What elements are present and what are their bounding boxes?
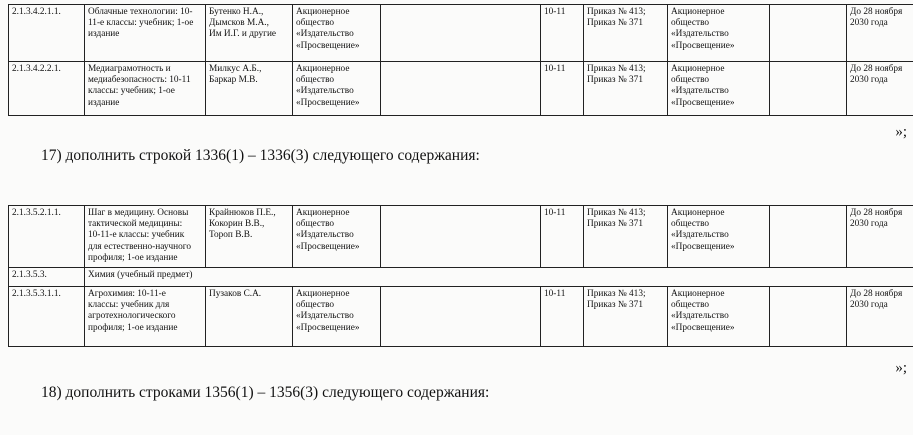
order-line: Приказ № 371	[587, 18, 643, 29]
order-line: Приказ № 371	[587, 219, 643, 230]
textbook-title-line: для естественно-научного	[88, 241, 192, 252]
publisher-line: Акционерное	[296, 289, 350, 299]
order	[584, 287, 668, 347]
empty-cell	[381, 206, 541, 268]
valid-until	[847, 62, 913, 116]
authors-line: Баркар М.В.	[209, 75, 258, 86]
subject-title: Химия (учебный предмет)	[85, 268, 913, 287]
authors	[206, 287, 293, 347]
publisher-line: общество	[296, 300, 335, 311]
textbook-title-line: Агрохимия: 10-11-е	[88, 289, 166, 299]
paragraph-17: 17) дополнить строкой 1336(1) – 1336(3) следующего содержания:	[41, 147, 480, 164]
organization	[668, 62, 770, 116]
organization-line: Акционерное	[671, 208, 725, 218]
textbook-title-line: издание	[88, 97, 120, 108]
textbook-title-line: классы: учебник; 1-ое	[88, 86, 175, 97]
valid-until-line: 2030 года	[850, 300, 888, 311]
empty-cell	[381, 62, 541, 116]
textbook-title-line: издание	[88, 29, 120, 40]
order-line: Приказ № 371	[587, 300, 643, 311]
textbook-title	[85, 287, 206, 347]
empty-cell	[770, 287, 847, 347]
publisher-line: «Издательство	[296, 230, 354, 241]
textbook-title-line: Облачные технологии: 10-	[88, 7, 193, 17]
textbook-title-line: Шаг в медицину. Основы	[88, 208, 189, 218]
grade: 10-11	[541, 287, 584, 347]
authors-line: Милкус А.Б.,	[209, 64, 262, 74]
grade: 10-11	[541, 62, 584, 116]
textbook-title-line: 11-е классы: учебник; 1-ое	[88, 18, 194, 29]
valid-until-line: До 28 ноября	[850, 208, 903, 218]
authors-line: Тороп В.В.	[209, 230, 253, 241]
order-line: Приказ № 371	[587, 75, 643, 86]
publisher-line: Акционерное	[296, 64, 350, 74]
valid-until-line: До 28 ноября	[850, 7, 903, 17]
empty-cell	[770, 62, 847, 116]
closing-quote: »;	[895, 124, 907, 140]
textbook-title-line: классы: учебник для	[88, 300, 170, 311]
valid-until	[847, 206, 913, 268]
authors-line: Кокорин В.В.,	[209, 219, 265, 230]
organization	[668, 206, 770, 268]
textbook-title-line: тактической медицины:	[88, 219, 183, 230]
organization-line: «Просвещение»	[671, 241, 735, 252]
organization-line: общество	[671, 18, 710, 29]
table-row	[9, 5, 913, 62]
empty-cell	[770, 5, 847, 62]
publisher-line: «Просвещение»	[296, 241, 360, 252]
organization-line: Акционерное	[671, 64, 725, 74]
textbook-title	[85, 206, 206, 268]
valid-until-line: 2030 года	[850, 75, 888, 86]
organization-line: Акционерное	[671, 289, 725, 299]
organization-line: «Просвещение»	[671, 97, 735, 108]
row-number: 2.1.3.4.2.1.1.	[9, 5, 85, 62]
organization-line: «Просвещение»	[671, 40, 735, 51]
organization-line: общество	[671, 75, 710, 86]
table-row	[9, 268, 913, 287]
authors	[206, 62, 293, 116]
textbook-title-line: профиля; 1-ое издание	[88, 322, 178, 333]
organization	[668, 287, 770, 347]
publisher	[293, 206, 381, 268]
publisher-line: общество	[296, 75, 335, 86]
valid-until-line: 2030 года	[850, 219, 888, 230]
table-row	[9, 62, 913, 116]
empty-cell	[770, 206, 847, 268]
valid-until-line: До 28 ноября	[850, 289, 903, 299]
grade: 10-11	[541, 5, 584, 62]
authors	[206, 206, 293, 268]
publisher-line: «Просвещение»	[296, 40, 360, 51]
paragraph-18: 18) дополнить строками 1356(1) – 1356(3) следующего содержания:	[41, 384, 490, 401]
publisher-line: общество	[296, 18, 335, 29]
authors-line: Бутенко Н.А.,	[209, 7, 264, 17]
publisher-line: общество	[296, 219, 335, 230]
publisher	[293, 62, 381, 116]
textbook-title-line: медиабезопасность: 10-11	[88, 75, 191, 86]
authors	[206, 5, 293, 62]
publisher-line: Акционерное	[296, 208, 350, 218]
publisher-line: «Издательство	[296, 311, 354, 322]
order-line: Приказ № 413;	[587, 289, 646, 299]
organization-line: общество	[671, 219, 710, 230]
valid-until-line: 2030 года	[850, 18, 888, 29]
textbook-title-line: агротехнологического	[88, 311, 176, 322]
organization-line: «Издательство	[671, 311, 729, 322]
publisher	[293, 287, 381, 347]
valid-until	[847, 5, 913, 62]
organization-line: «Издательство	[671, 29, 729, 40]
organization-line: общество	[671, 300, 710, 311]
textbook-table-1	[8, 4, 913, 116]
empty-cell	[381, 5, 541, 62]
organization-line: «Просвещение»	[671, 322, 735, 333]
publisher	[293, 5, 381, 62]
order-line: Приказ № 413;	[587, 208, 646, 218]
grade: 10-11	[541, 206, 584, 268]
publisher-line: «Просвещение»	[296, 97, 360, 108]
order	[584, 62, 668, 116]
publisher-line: «Издательство	[296, 29, 354, 40]
row-number: 2.1.3.4.2.2.1.	[9, 62, 85, 116]
order-line: Приказ № 413;	[587, 7, 646, 17]
valid-until-line: До 28 ноября	[850, 64, 903, 74]
empty-cell	[381, 287, 541, 347]
organization-line: «Издательство	[671, 86, 729, 97]
valid-until	[847, 287, 913, 347]
table-row	[9, 206, 913, 268]
publisher-line: Акционерное	[296, 7, 350, 17]
order	[584, 5, 668, 62]
publisher-line: «Просвещение»	[296, 322, 360, 333]
organization	[668, 5, 770, 62]
organization-line: «Издательство	[671, 230, 729, 241]
closing-quote: »;	[895, 360, 907, 376]
textbook-title-line: Медиаграмотность и	[88, 64, 171, 74]
textbook-title	[85, 62, 206, 116]
authors-line: Крайнюков П.Е.,	[209, 208, 276, 218]
row-number: 2.1.3.5.2.1.1.	[9, 206, 85, 268]
order	[584, 206, 668, 268]
row-number: 2.1.3.5.3.1.1.	[9, 287, 85, 347]
order-line: Приказ № 413;	[587, 64, 646, 74]
authors-line: Пузаков С.А.	[209, 289, 262, 299]
authors-line: Дымсков М.А.,	[209, 18, 269, 29]
publisher-line: «Издательство	[296, 86, 354, 97]
authors-line: Им И.Г. и другие	[209, 29, 277, 40]
row-number: 2.1.3.5.3.	[9, 268, 85, 287]
organization-line: Акционерное	[671, 7, 725, 17]
textbook-table-2	[8, 205, 913, 347]
textbook-title	[85, 5, 206, 62]
textbook-title-line: 10-11-е классы: учебник	[88, 230, 185, 241]
textbook-title-line: профиля; 1-ое издание	[88, 252, 178, 263]
table-row	[9, 287, 913, 347]
